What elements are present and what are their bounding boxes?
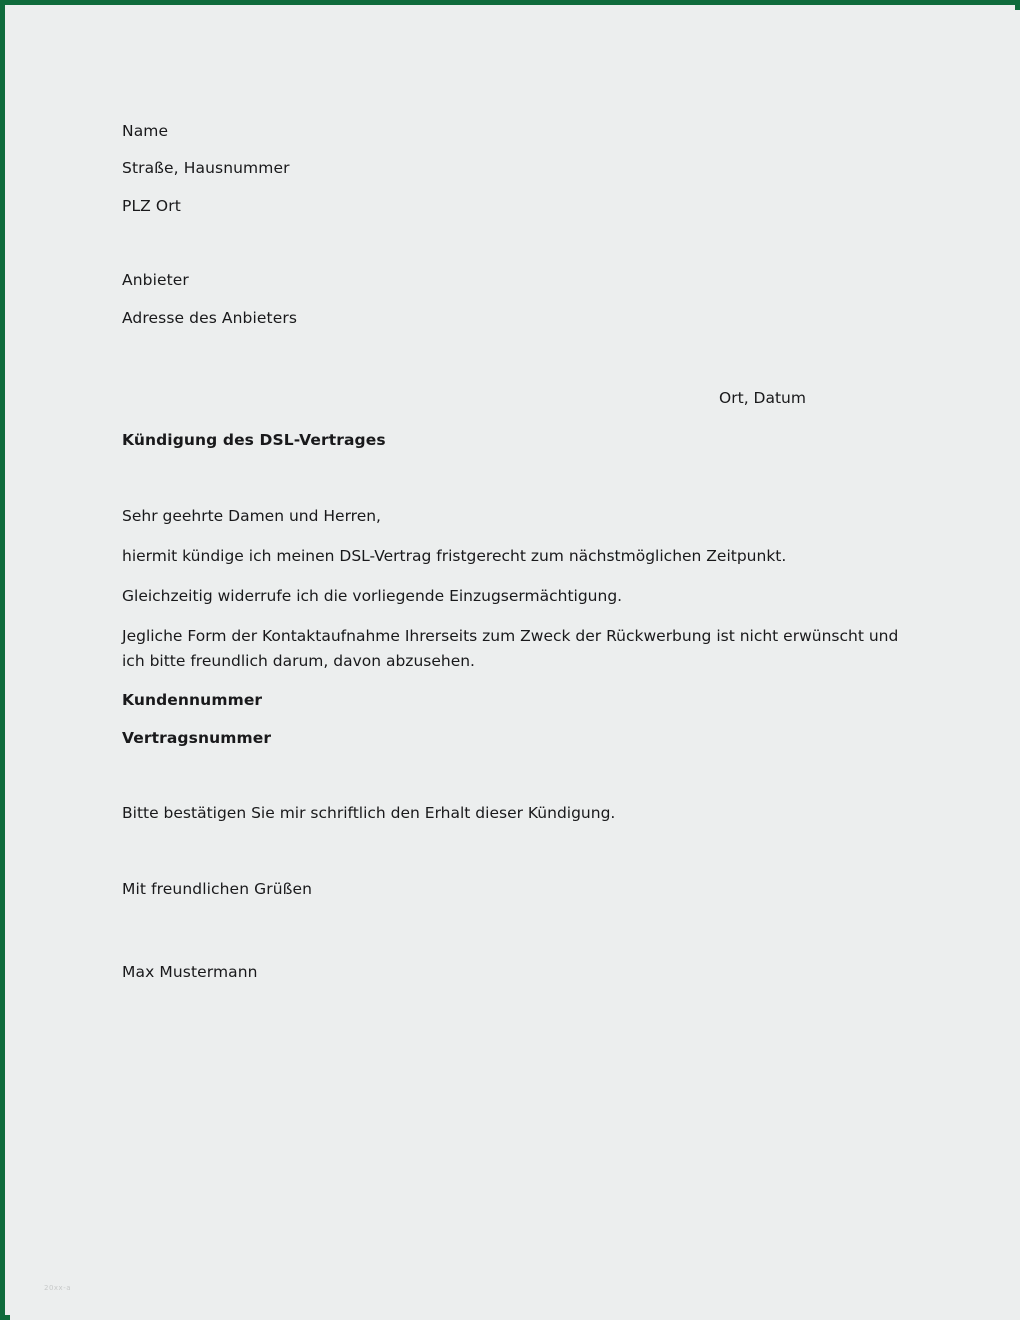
- recipient-provider: Anbieter: [122, 271, 189, 290]
- document-sheet: [10, 10, 1020, 1320]
- spacer: [122, 674, 912, 689]
- spacer: [122, 407, 912, 429]
- spacer: [122, 826, 912, 878]
- paragraph-2: Gleichzeitig widerrufe ich die vorliegende Einzugsermächtigung.: [122, 587, 623, 606]
- salutation: Sehr geehrte Damen und Herren,: [122, 506, 381, 525]
- spacer: [122, 749, 912, 801]
- letter-body: [122, 120, 912, 983]
- spacer: [122, 329, 912, 389]
- spacer: [122, 712, 912, 727]
- signature-name: Max Mustermann: [122, 962, 258, 981]
- paragraph-1: hiermit kündige ich meinen DSL-Vertrag fristgerecht zum nächstmöglichen Zeitpunkt.: [122, 546, 787, 565]
- spacer: [122, 609, 912, 624]
- spacer: [122, 569, 912, 584]
- sender-city: PLZ Ort: [122, 196, 181, 215]
- closing: Mit freundlichen Grüßen: [122, 880, 313, 899]
- recipient-block: [122, 269, 912, 329]
- sender-block: [122, 120, 912, 217]
- footer-watermark: 20xx-a: [44, 1284, 72, 1292]
- spacer: [122, 180, 912, 195]
- spacer: [122, 901, 912, 961]
- spacer: [122, 452, 912, 504]
- confirmation-request: Bitte bestätigen Sie mir schriftlich den Erhalt dieser Kündigung.: [122, 804, 616, 823]
- recipient-address: Adresse des Anbieters: [122, 308, 297, 327]
- field-kundennummer: Kundennummer: [122, 691, 263, 710]
- paragraph-3: Jegliche Form der Kontaktaufnahme Ihrerseits zum Zweck der Rückwerbung ist nicht erwünscht und ich bitte freundlich darum, davon abzusehen.: [122, 627, 899, 671]
- spacer: [122, 142, 912, 157]
- spacer: [122, 217, 912, 269]
- sender-street: Straße, Hausnummer: [122, 159, 290, 178]
- field-vertragsnummer: Vertragsnummer: [122, 728, 272, 747]
- place-date: Ort, Datum: [719, 389, 806, 408]
- spacer: [122, 529, 912, 544]
- sender-name: Name: [122, 122, 169, 140]
- spacer: [122, 292, 912, 307]
- subject-line: Kündigung des DSL-Vertrages: [122, 431, 386, 450]
